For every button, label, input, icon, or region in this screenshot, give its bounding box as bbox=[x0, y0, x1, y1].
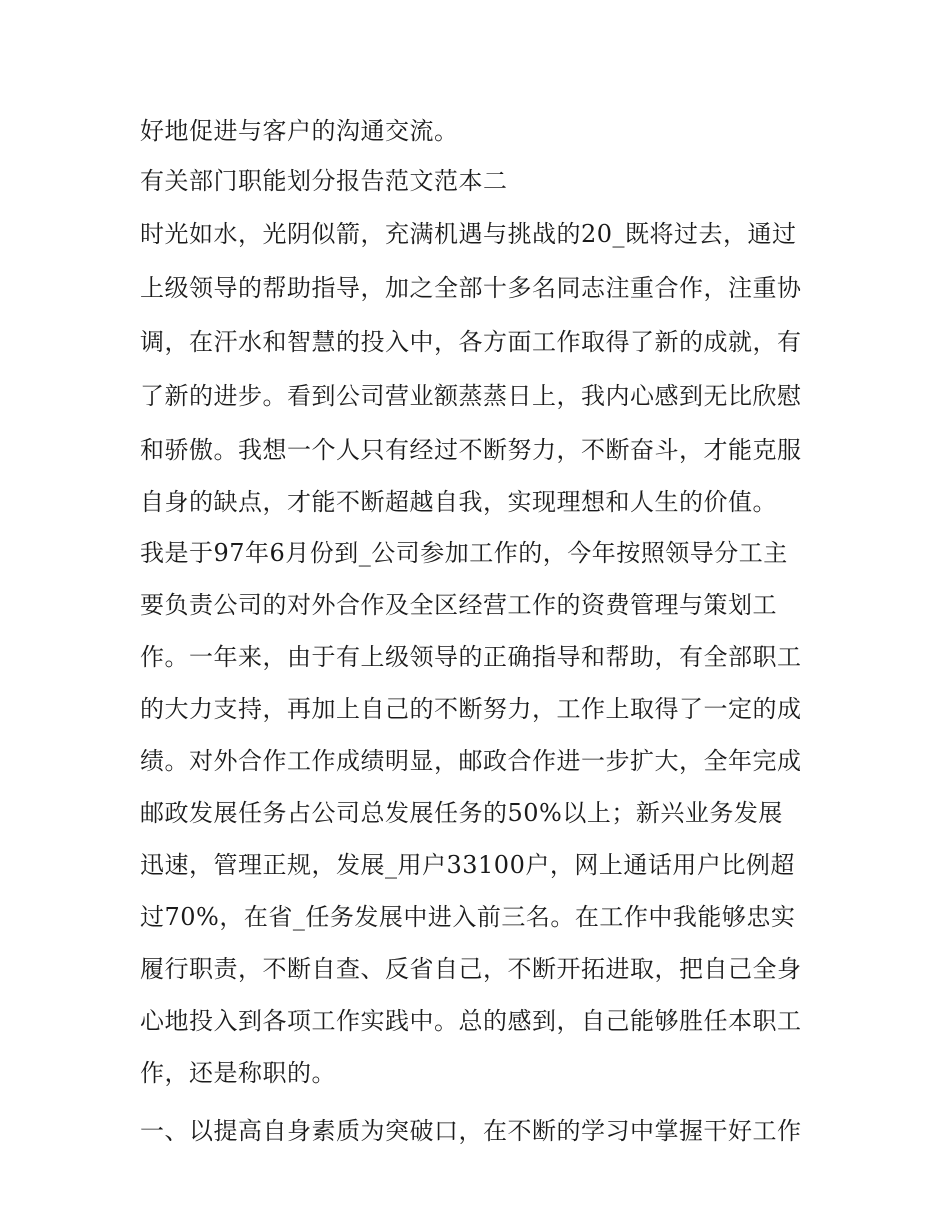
text-line: 和骄傲。我想一个人只有经过不断努力，不断奋斗，才能克服 bbox=[140, 436, 802, 464]
text-line: 邮政发展任务占公司总发展任务的50%以上；新兴业务发展 bbox=[140, 799, 783, 827]
text-line: 自身的缺点，才能不断超越自我，实现理想和人生的价值。 bbox=[140, 488, 777, 516]
text-line: 作，还是称职的。 bbox=[140, 1059, 336, 1087]
text-line: 迅速，管理正规，发展_用户33100户，网上通话用户比例超 bbox=[140, 851, 795, 879]
text-line: 心地投入到各项工作实践中。总的感到，自己能够胜任本职工 bbox=[140, 1007, 802, 1035]
text-line: 好地促进与客户的沟通交流。 bbox=[140, 117, 459, 145]
text-line: 调，在汗水和智慧的投入中，各方面工作取得了新的成就，有 bbox=[140, 328, 802, 356]
text-line: 过70%，在省_任务发展中进入前三名。在工作中我能够忠实 bbox=[140, 903, 796, 931]
text-line: 的大力支持，再加上自己的不断努力，工作上取得了一定的成 bbox=[140, 695, 802, 723]
text-line: 上级领导的帮助指导，加之全部十多名同志注重合作，注重协 bbox=[140, 274, 802, 302]
text-line: 了新的进步。看到公司营业额蒸蒸日上，我内心感到无比欣慰 bbox=[140, 382, 802, 410]
text-line: 绩。对外合作工作成绩明显，邮政合作进一步扩大，全年完成 bbox=[140, 747, 802, 775]
text-line: 一、以提高自身素质为突破口，在不断的学习中掌握干好工作 bbox=[140, 1117, 802, 1145]
text-line: 我是于97年6月份到_公司参加工作的，今年按照领导分工主 bbox=[140, 539, 788, 567]
text-line: 履行职责，不断自查、反省自己，不断开拓进取，把自己全身 bbox=[140, 955, 802, 983]
text-line: 要负责公司的对外合作及全区经营工作的资费管理与策划工 bbox=[140, 591, 777, 619]
document-body bbox=[140, 108, 820, 1157]
text-line: 时光如水，光阴似箭，充满机遇与挑战的20_既将过去，通过 bbox=[140, 220, 797, 248]
section-title: 有关部门职能划分报告范文范本二 bbox=[140, 167, 508, 195]
text-line: 作。一年来，由于有上级领导的正确指导和帮助，有全部职工 bbox=[140, 643, 802, 671]
